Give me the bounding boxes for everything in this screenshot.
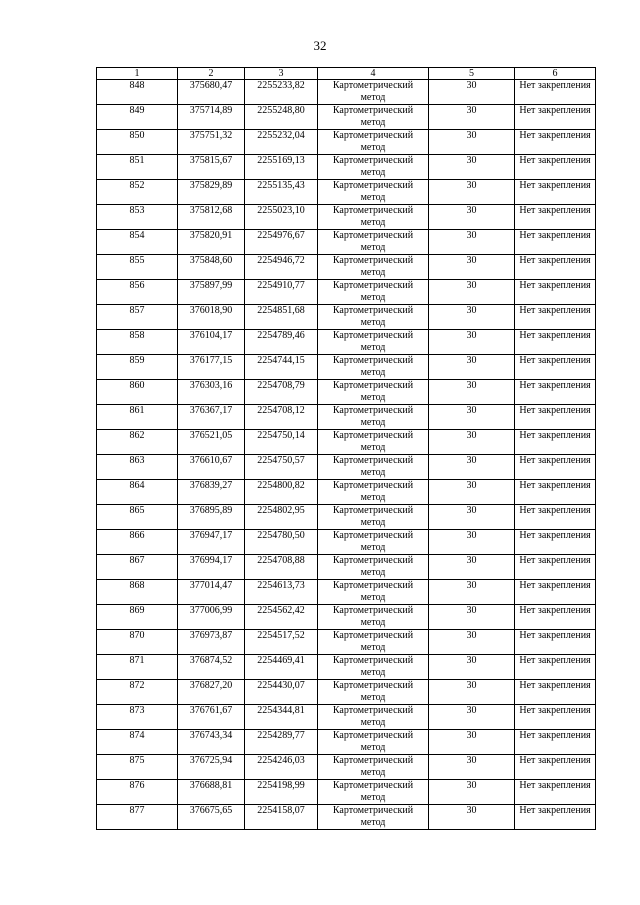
method-cell: Картометрический метод xyxy=(318,280,429,305)
x-coordinate-cell: 376303,16 xyxy=(178,380,245,405)
table-row xyxy=(97,280,596,305)
marking-cell: Нет закрепления xyxy=(515,655,596,680)
table-row xyxy=(97,555,596,580)
accuracy-cell: 30 xyxy=(429,230,515,255)
point-number-cell: 863 xyxy=(97,455,178,480)
coordinates-table xyxy=(96,67,596,830)
table-row xyxy=(97,730,596,755)
table-row xyxy=(97,305,596,330)
y-coordinate-cell: 2254708,88 xyxy=(245,555,318,580)
table-row xyxy=(97,480,596,505)
method-cell: Картометрический метод xyxy=(318,605,429,630)
point-number-cell: 848 xyxy=(97,80,178,105)
point-number-cell: 877 xyxy=(97,805,178,830)
marking-cell: Нет закрепления xyxy=(515,455,596,480)
y-coordinate-cell: 2254802,95 xyxy=(245,505,318,530)
method-cell: Картометрический метод xyxy=(318,680,429,705)
marking-cell: Нет закрепления xyxy=(515,380,596,405)
y-coordinate-cell: 2254750,57 xyxy=(245,455,318,480)
x-coordinate-cell: 376839,27 xyxy=(178,480,245,505)
method-cell: Картометрический метод xyxy=(318,430,429,455)
marking-cell: Нет закрепления xyxy=(515,405,596,430)
accuracy-cell: 30 xyxy=(429,455,515,480)
point-number-cell: 870 xyxy=(97,630,178,655)
x-coordinate-cell: 376994,17 xyxy=(178,555,245,580)
marking-cell: Нет закрепления xyxy=(515,205,596,230)
y-coordinate-cell: 2254562,42 xyxy=(245,605,318,630)
marking-cell: Нет закрепления xyxy=(515,705,596,730)
marking-cell: Нет закрепления xyxy=(515,805,596,830)
point-number-cell: 860 xyxy=(97,380,178,405)
marking-cell: Нет закрепления xyxy=(515,780,596,805)
accuracy-cell: 30 xyxy=(429,680,515,705)
accuracy-cell: 30 xyxy=(429,730,515,755)
table-row xyxy=(97,80,596,105)
x-coordinate-cell: 375714,89 xyxy=(178,105,245,130)
y-coordinate-cell: 2254976,67 xyxy=(245,230,318,255)
accuracy-cell: 30 xyxy=(429,780,515,805)
method-cell: Картометрический метод xyxy=(318,480,429,505)
table-row xyxy=(97,580,596,605)
method-cell: Картометрический метод xyxy=(318,255,429,280)
method-cell: Картометрический метод xyxy=(318,105,429,130)
table-row xyxy=(97,605,596,630)
x-coordinate-cell: 375751,32 xyxy=(178,130,245,155)
accuracy-cell: 30 xyxy=(429,505,515,530)
accuracy-cell: 30 xyxy=(429,155,515,180)
column-header: 4 xyxy=(318,68,429,80)
accuracy-cell: 30 xyxy=(429,555,515,580)
y-coordinate-cell: 2255135,43 xyxy=(245,180,318,205)
point-number-cell: 873 xyxy=(97,705,178,730)
accuracy-cell: 30 xyxy=(429,630,515,655)
x-coordinate-cell: 376675,65 xyxy=(178,805,245,830)
y-coordinate-cell: 2255169,13 xyxy=(245,155,318,180)
point-number-cell: 849 xyxy=(97,105,178,130)
method-cell: Картометрический метод xyxy=(318,655,429,680)
y-coordinate-cell: 2255232,04 xyxy=(245,130,318,155)
marking-cell: Нет закрепления xyxy=(515,605,596,630)
accuracy-cell: 30 xyxy=(429,255,515,280)
accuracy-cell: 30 xyxy=(429,130,515,155)
accuracy-cell: 30 xyxy=(429,480,515,505)
accuracy-cell: 30 xyxy=(429,205,515,230)
table-row xyxy=(97,680,596,705)
accuracy-cell: 30 xyxy=(429,305,515,330)
table-row xyxy=(97,105,596,130)
accuracy-cell: 30 xyxy=(429,330,515,355)
accuracy-cell: 30 xyxy=(429,380,515,405)
accuracy-cell: 30 xyxy=(429,705,515,730)
accuracy-cell: 30 xyxy=(429,655,515,680)
table-row xyxy=(97,755,596,780)
table-row xyxy=(97,805,596,830)
column-header: 5 xyxy=(429,68,515,80)
marking-cell: Нет закрепления xyxy=(515,255,596,280)
method-cell: Картометрический метод xyxy=(318,155,429,180)
method-cell: Картометрический метод xyxy=(318,305,429,330)
table-row xyxy=(97,780,596,805)
table-row xyxy=(97,180,596,205)
point-number-cell: 868 xyxy=(97,580,178,605)
x-coordinate-cell: 376018,90 xyxy=(178,305,245,330)
table-row xyxy=(97,405,596,430)
column-header: 1 xyxy=(97,68,178,80)
method-cell: Картометрический метод xyxy=(318,405,429,430)
x-coordinate-cell: 376743,34 xyxy=(178,730,245,755)
y-coordinate-cell: 2254750,14 xyxy=(245,430,318,455)
page-number: 32 xyxy=(313,38,327,53)
marking-cell: Нет закрепления xyxy=(515,680,596,705)
point-number-cell: 874 xyxy=(97,730,178,755)
point-number-cell: 872 xyxy=(97,680,178,705)
method-cell: Картометрический метод xyxy=(318,455,429,480)
marking-cell: Нет закрепления xyxy=(515,505,596,530)
method-cell: Картометрический метод xyxy=(318,505,429,530)
marking-cell: Нет закрепления xyxy=(515,730,596,755)
point-number-cell: 866 xyxy=(97,530,178,555)
method-cell: Картометрический метод xyxy=(318,530,429,555)
method-cell: Картометрический метод xyxy=(318,80,429,105)
point-number-cell: 856 xyxy=(97,280,178,305)
point-number-cell: 852 xyxy=(97,180,178,205)
point-number-cell: 858 xyxy=(97,330,178,355)
accuracy-cell: 30 xyxy=(429,605,515,630)
accuracy-cell: 30 xyxy=(429,405,515,430)
marking-cell: Нет закрепления xyxy=(515,280,596,305)
marking-cell: Нет закрепления xyxy=(515,580,596,605)
marking-cell: Нет закрепления xyxy=(515,330,596,355)
x-coordinate-cell: 376104,17 xyxy=(178,330,245,355)
x-coordinate-cell: 377006,99 xyxy=(178,605,245,630)
marking-cell: Нет закрепления xyxy=(515,130,596,155)
x-coordinate-cell: 376827,20 xyxy=(178,680,245,705)
table-row xyxy=(97,380,596,405)
method-cell: Картометрический метод xyxy=(318,755,429,780)
table-header-row xyxy=(97,68,596,80)
x-coordinate-cell: 376874,52 xyxy=(178,655,245,680)
x-coordinate-cell: 375897,99 xyxy=(178,280,245,305)
marking-cell: Нет закрепления xyxy=(515,105,596,130)
y-coordinate-cell: 2254780,50 xyxy=(245,530,318,555)
y-coordinate-cell: 2254246,03 xyxy=(245,755,318,780)
y-coordinate-cell: 2255248,80 xyxy=(245,105,318,130)
method-cell: Картометрический метод xyxy=(318,180,429,205)
y-coordinate-cell: 2254430,07 xyxy=(245,680,318,705)
y-coordinate-cell: 2254469,41 xyxy=(245,655,318,680)
column-header: 3 xyxy=(245,68,318,80)
method-cell: Картометрический метод xyxy=(318,780,429,805)
y-coordinate-cell: 2254344,81 xyxy=(245,705,318,730)
y-coordinate-cell: 2255233,82 xyxy=(245,80,318,105)
table-row xyxy=(97,530,596,555)
table-row xyxy=(97,655,596,680)
method-cell: Картометрический метод xyxy=(318,205,429,230)
accuracy-cell: 30 xyxy=(429,430,515,455)
y-coordinate-cell: 2254744,15 xyxy=(245,355,318,380)
method-cell: Картометрический метод xyxy=(318,805,429,830)
marking-cell: Нет закрепления xyxy=(515,180,596,205)
point-number-cell: 871 xyxy=(97,655,178,680)
point-number-cell: 875 xyxy=(97,755,178,780)
method-cell: Картометрический метод xyxy=(318,580,429,605)
marking-cell: Нет закрепления xyxy=(515,305,596,330)
point-number-cell: 854 xyxy=(97,230,178,255)
point-number-cell: 864 xyxy=(97,480,178,505)
accuracy-cell: 30 xyxy=(429,355,515,380)
marking-cell: Нет закрепления xyxy=(515,530,596,555)
marking-cell: Нет закрепления xyxy=(515,430,596,455)
marking-cell: Нет закрепления xyxy=(515,230,596,255)
y-coordinate-cell: 2254158,07 xyxy=(245,805,318,830)
column-header: 6 xyxy=(515,68,596,80)
x-coordinate-cell: 375848,60 xyxy=(178,255,245,280)
x-coordinate-cell: 376947,17 xyxy=(178,530,245,555)
x-coordinate-cell: 375815,67 xyxy=(178,155,245,180)
table-row xyxy=(97,355,596,380)
column-header: 2 xyxy=(178,68,245,80)
point-number-cell: 851 xyxy=(97,155,178,180)
marking-cell: Нет закрепления xyxy=(515,355,596,380)
y-coordinate-cell: 2254946,72 xyxy=(245,255,318,280)
accuracy-cell: 30 xyxy=(429,580,515,605)
y-coordinate-cell: 2255023,10 xyxy=(245,205,318,230)
table-row xyxy=(97,430,596,455)
accuracy-cell: 30 xyxy=(429,180,515,205)
table-row xyxy=(97,205,596,230)
method-cell: Картометрический метод xyxy=(318,705,429,730)
x-coordinate-cell: 376367,17 xyxy=(178,405,245,430)
method-cell: Картометрический метод xyxy=(318,230,429,255)
y-coordinate-cell: 2254289,77 xyxy=(245,730,318,755)
method-cell: Картометрический метод xyxy=(318,630,429,655)
y-coordinate-cell: 2254708,79 xyxy=(245,380,318,405)
accuracy-cell: 30 xyxy=(429,530,515,555)
point-number-cell: 859 xyxy=(97,355,178,380)
marking-cell: Нет закрепления xyxy=(515,555,596,580)
method-cell: Картометрический метод xyxy=(318,130,429,155)
x-coordinate-cell: 376610,67 xyxy=(178,455,245,480)
table-row xyxy=(97,330,596,355)
point-number-cell: 862 xyxy=(97,430,178,455)
accuracy-cell: 30 xyxy=(429,755,515,780)
method-cell: Картометрический метод xyxy=(318,380,429,405)
y-coordinate-cell: 2254800,82 xyxy=(245,480,318,505)
point-number-cell: 853 xyxy=(97,205,178,230)
y-coordinate-cell: 2254789,46 xyxy=(245,330,318,355)
table-row xyxy=(97,130,596,155)
point-number-cell: 865 xyxy=(97,505,178,530)
x-coordinate-cell: 376895,89 xyxy=(178,505,245,530)
point-number-cell: 855 xyxy=(97,255,178,280)
marking-cell: Нет закрепления xyxy=(515,755,596,780)
table-row xyxy=(97,230,596,255)
y-coordinate-cell: 2254910,77 xyxy=(245,280,318,305)
x-coordinate-cell: 376761,67 xyxy=(178,705,245,730)
accuracy-cell: 30 xyxy=(429,805,515,830)
point-number-cell: 876 xyxy=(97,780,178,805)
table-row xyxy=(97,505,596,530)
x-coordinate-cell: 375820,91 xyxy=(178,230,245,255)
table-row xyxy=(97,630,596,655)
table-row xyxy=(97,705,596,730)
point-number-cell: 850 xyxy=(97,130,178,155)
x-coordinate-cell: 376177,15 xyxy=(178,355,245,380)
x-coordinate-cell: 376973,87 xyxy=(178,630,245,655)
method-cell: Картометрический метод xyxy=(318,555,429,580)
y-coordinate-cell: 2254517,52 xyxy=(245,630,318,655)
x-coordinate-cell: 376521,05 xyxy=(178,430,245,455)
x-coordinate-cell: 375680,47 xyxy=(178,80,245,105)
marking-cell: Нет закрепления xyxy=(515,630,596,655)
accuracy-cell: 30 xyxy=(429,80,515,105)
x-coordinate-cell: 375812,68 xyxy=(178,205,245,230)
point-number-cell: 857 xyxy=(97,305,178,330)
table-row xyxy=(97,455,596,480)
y-coordinate-cell: 2254613,73 xyxy=(245,580,318,605)
x-coordinate-cell: 377014,47 xyxy=(178,580,245,605)
accuracy-cell: 30 xyxy=(429,280,515,305)
point-number-cell: 861 xyxy=(97,405,178,430)
point-number-cell: 867 xyxy=(97,555,178,580)
method-cell: Картометрический метод xyxy=(318,355,429,380)
y-coordinate-cell: 2254851,68 xyxy=(245,305,318,330)
x-coordinate-cell: 376725,94 xyxy=(178,755,245,780)
method-cell: Картометрический метод xyxy=(318,330,429,355)
x-coordinate-cell: 375829,89 xyxy=(178,180,245,205)
point-number-cell: 869 xyxy=(97,605,178,630)
marking-cell: Нет закрепления xyxy=(515,480,596,505)
marking-cell: Нет закрепления xyxy=(515,80,596,105)
y-coordinate-cell: 2254198,99 xyxy=(245,780,318,805)
y-coordinate-cell: 2254708,12 xyxy=(245,405,318,430)
accuracy-cell: 30 xyxy=(429,105,515,130)
table-row xyxy=(97,155,596,180)
method-cell: Картометрический метод xyxy=(318,730,429,755)
x-coordinate-cell: 376688,81 xyxy=(178,780,245,805)
table-row xyxy=(97,255,596,280)
marking-cell: Нет закрепления xyxy=(515,155,596,180)
